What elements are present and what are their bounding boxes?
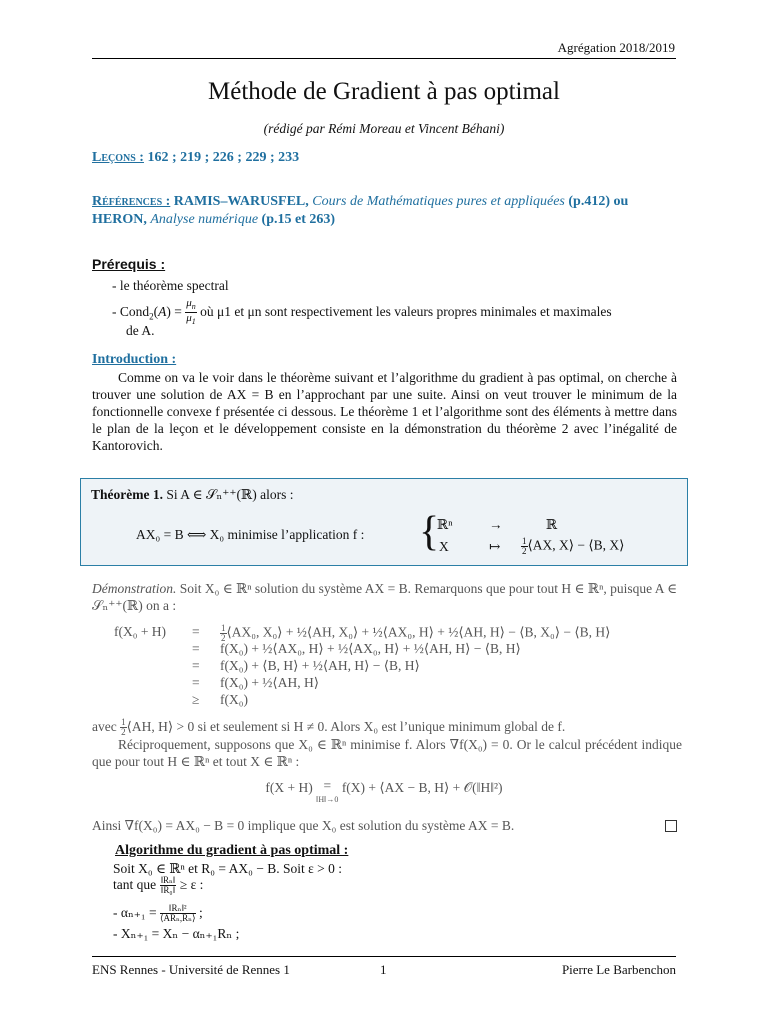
prerequis-item-2-text: où μ1 et μn sont respectivement les valeurs propres minimales et maximales [200,303,612,319]
introduction-text: Comme on va le voir dans le théorème suivant et l’algorithme du gradient à pas optimal, on cherche à trouver une solution de AX = B en l’approchant par une suite. Ainsi on veut trouver le minimum de la fonctionnelle convexe f présentée ci dessous. Le théorème 1 et l’algorithme sont des éléments à mettre dans le plan de la leçon et le développement consiste en la démonstration du théorème 2 avec l’inégalité de Kantorovich. [92,370,677,453]
reference-pages1: (p.412) ou HERON, [92,194,629,227]
theorem-hypothesis: Si A ∈ 𝒮ₙ⁺⁺(ℝ) alors : [166,487,294,502]
running-header: Agrégation 2018/2019 [557,40,675,55]
equation-lhs: f(X₀ + H) [114,624,167,639]
algorithm-line-2: tant que $\frac{\text{‖Rₙ‖}}{\text{‖R₀‖}}$ ≥ ε : [113,875,204,896]
taylor-equation: f(X + H) = ‖H‖→0 f(X) + ⟨AX − B, H⟩ + 𝒪(‖H‖²) [265,778,503,804]
map-domain: ℝⁿ [437,517,453,532]
demo-avec: avec $\frac{1}{2}$ ⟨AH, H⟩ > 0 si et seulement si H ≠ 0. Alors X₀ est l’unique minimum global de f. [92,717,566,738]
algorithm-heading: Algorithme du gradient à pas optimal : [115,843,349,858]
demo-conclusion: Ainsi ∇f(X₀) = AX₀ − B = 0 implique que X₀ est solution du système AX = B. [92,818,515,833]
map-mapsto: ↦ [489,539,501,554]
footer-right: Pierre Le Barbenchon [561,962,676,977]
authors-line: (rédigé par Rémi Moreau et Vincent Béhani) [263,121,505,136]
equation-rhs: f(X₀) + ½⟨AX₀, H⟩ + ½⟨AX₀, H⟩ + ½⟨AH, H⟩ − ⟨B, H⟩ [220,641,521,656]
prerequis-item-2-end: de A. [126,323,155,338]
map-variable: X [439,539,449,554]
demo-intro-text: Soit X₀ ∈ ℝⁿ solution du système AX = B. Remarquons que pour tout H ∈ ℝⁿ, puisque A ∈ 𝒮ₙ⁺⁺(ℝ) on a : [92,581,678,613]
brace-symbol: { [419,509,440,555]
introduction-heading: Introduction : [92,352,177,367]
references-block [92,193,682,229]
lecons-line [92,150,299,166]
lecons-label: Leçons : [92,150,144,165]
equation-rhs: ⟨AX₀, X₀⟩ + ½⟨AH, X₀⟩ + ½⟨AX₀, H⟩ + ½⟨AH, H⟩ − ⟨B, X₀⟩ − ⟨B, H⟩ [226,624,611,640]
demo-avec-text: ⟨AH, H⟩ > 0 si et seulement si H ≠ 0. Alors X₀ est l’unique minimum global de f. [126,719,566,734]
map-arrow: → [489,517,503,532]
equation-rhs: f(X₀) [220,692,248,707]
prerequis-item-1: - le théorème spectral [112,278,229,293]
map-codomain: ℝ [546,517,558,532]
header-rule [92,58,676,59]
document-page: Agrégation 2018/2019 Méthode de Gradient à pas optimal (rédigé par Rémi Moreau et Vincent Béhani) Leçons : 162 ; 219 ; 226 ; 229 ; 233 Références : RAMIS–WARUSFEL, Cours de Mathématiques pures et appliquées (p.412) ou HERON, Analyse numérique (p.15 et 263) Prérequis : - le théorème spectral - Cond$_2$(A) = $\frac{\mu_n}{\mu_1}$ où μ1 et μn sont respectivement les valeurs propres minimales et maximales de A. Introduction : Comme on va le voir dans le théorème suivant et l’algorithme du gradient à pas optimal, on cherche à trouver une solution de AX = B en l’approchant par une suite. Ainsi on veut trouver le minimum de la fonctionnelle convexe f présentée ci dessous. Le théorème 1 et l’algorithme sont des éléments à mettre dans le plan de la leçon et le développement consiste en la démonstration du théorème 2 avec l’inégalité de Kantorovich. Théorème 1. Si A ∈ 𝒮ₙ⁺⁺(ℝ) alors : AX₀ = B ⟺ X₀ minimise l’application f : { ℝⁿ → ℝ X ↦ $\frac{1}{2}$ ⟨AX, X⟩ − ⟨B, X⟩ Démonstration. Soit X₀ ∈ ℝⁿ solution du système AX = B. Remarquons que pour tout H ∈ ℝⁿ, puisque A ∈ 𝒮ₙ⁺⁺(ℝ) on a : f(X₀ + H) = $\frac{1}{2}$ ⟨AX₀, X₀⟩ + ½⟨AH, X₀⟩ + ½⟨AX₀, H⟩ + ½⟨AH, H⟩ − ⟨B, X₀⟩ − ⟨B, H⟩ = f(X₀) + ½⟨AX₀, H⟩ + ½⟨AX₀, H⟩ + ½⟨AH, H⟩ − ⟨B, H⟩ = f(X₀) + ⟨B, H⟩ + ½⟨AH, H⟩ − ⟨B, H⟩ = f(X₀) + ½⟨AH, H⟩ ≥ f(X₀) avec $\frac{1}{2}$ ⟨AH, H⟩ > 0 si et seulement si H ≠ 0. Alors X₀ est l’unique minimum global de f. Réciproquement, supposons que X₀ ∈ ℝⁿ minimise f. Alors ∇f(X₀) = 0. Or le calcul précédent indique que pour tout H ∈ ℝⁿ et tout X ∈ ℝⁿ : f(X + H) = ‖H‖→0 f(X) + ⟨AX − B, H⟩ + 𝒪(‖H‖²) Ainsi ∇f(X₀) = AX₀ − B = 0 implique que X₀ est solution du système AX = B. Algorithme du gradient à pas optimal : Soit X₀ ∈ ℝⁿ et R₀ = AX₀ − B. Soit ε > 0 : tant que $\frac{\text{‖Rₙ‖}}{\text{‖R₀‖}}$ ≥ ε : - αₙ₊₁ = $\frac{\text{‖Rₙ‖²}}{\text{⟨ARₙ,Rₙ⟩}}$ ; - Xₙ₊₁ = Xₙ − αₙ₊₁Rₙ ; ENS Rennes - Université de Rennes 1 1 Pierre Le Barbenchon [0,0,768,1024]
taylor-rhs: f(X) + ⟨AX − B, H⟩ + 𝒪(‖H‖²) [341,780,503,795]
qed-square [665,820,677,832]
algorithm-alpha: - αₙ₊₁ = $\frac{\text{‖Rₙ‖²}}{\text{⟨ARₙ,Rₙ⟩}}$ ; [113,903,203,924]
reference-book2: Analyse numérique [150,212,259,227]
reference-pages2: (p.15 et 263) [261,212,336,227]
footer-left: ENS Rennes - Université de Rennes 1 [92,962,290,977]
prerequis-item-2: - Cond$_2$(A) = $\frac{\mu_n}{\mu_1}$ où μ1 et μn sont respectivement les valeurs propres minimales et maximales [112,297,612,327]
taylor-lhs: f(X + H) [265,780,313,795]
reference-book1: Cours de Mathématiques pures et appliquées [312,194,565,209]
demo-reciproque: Réciproquement, supposons que X₀ ∈ ℝⁿ minimise f. Alors ∇f(X₀) = 0. Or le calcul précédent indique que pour tout H ∈ ℝⁿ et tout X ∈ ℝⁿ : [92,737,682,769]
theorem-label: Théorème 1. [91,487,163,502]
demo-label: Démonstration. [92,581,177,596]
document-title: Méthode de Gradient à pas optimal [208,78,560,105]
prerequis-heading: Prérequis : [92,256,166,272]
references-label: Références : [92,194,171,209]
taylor-subscript: ‖H‖→0 [316,795,339,804]
algorithm-xnext: - Xₙ₊₁ = Xₙ − αₙ₊₁Rₙ ; [113,926,240,941]
footer-rule [92,956,676,957]
map-expression: $\frac{1}{2}$ ⟨AX, X⟩ − ⟨B, X⟩ [522,536,625,556]
theorem-equivalence: AX₀ = B ⟺ X₀ minimise l’application f : [136,527,365,542]
prerequis-item-1-text: le théorème spectral [119,278,229,293]
theorem-box [80,478,688,566]
demo-intro [92,580,682,614]
lecons-list: 162 ; 219 ; 226 ; 229 ; 233 [147,150,300,165]
theorem-line [91,487,294,503]
algorithm-line-1: Soit X₀ ∈ ℝⁿ et R₀ = AX₀ − B. Soit ε > 0 : [113,861,342,876]
equation-rhs: f(X₀) + ⟨B, H⟩ + ½⟨AH, H⟩ − ⟨B, H⟩ [220,658,420,673]
equation-rhs: f(X₀) + ½⟨AH, H⟩ [220,675,319,690]
page-number: 1 [380,962,387,977]
reference-author1: RAMIS–WARUSFEL, [173,194,309,209]
